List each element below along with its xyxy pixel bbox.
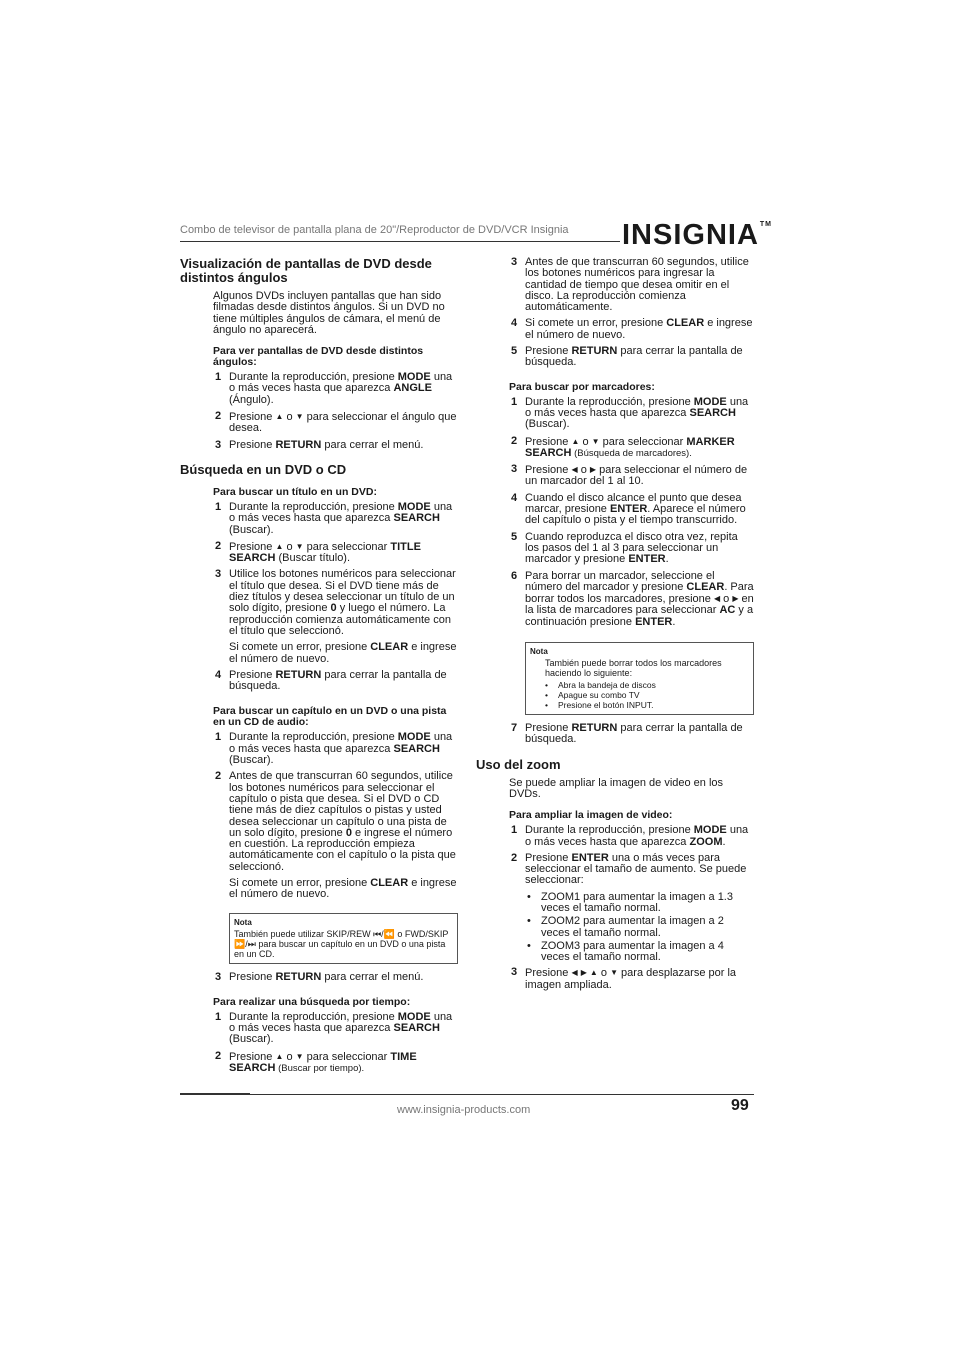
zoom-intro: Se puede ampliar la imagen de video en los DVDs. [509,776,724,800]
left-column [180,257,458,1079]
note-title: Nota [234,917,252,927]
list-item: • Presione el botón INPUT. [545,700,748,710]
search-chapter-subheading: Para buscar un capítulo en un DVD o una pista en un CD de audio: [213,705,447,729]
step: 2 Presione ▲ o ▼ para seleccionar el ángulo que desea. [215,410,457,435]
down-arrow-icon: ▼ [610,968,618,978]
up-arrow-icon: ▲ [275,1051,284,1061]
note-box [229,913,458,964]
angles-subheading: Para ver pantallas de DVD desde distintos ángulos: [213,345,424,369]
step: 3 Presione RETURN para cerrar el menú. [215,438,424,451]
step: 2 Presione ▲ o ▼ para seleccionar TIME SEARCH (Buscar por tiempo). [215,1049,417,1075]
left-arrow-icon: ◀ [713,594,721,604]
up-arrow-icon: ▲ [275,412,284,422]
down-arrow-icon: ▼ [591,436,600,446]
search-title-subheading: Para buscar un título en un DVD: [213,485,377,498]
list-item: • Apague su combo TV [545,690,748,700]
note-list [530,680,748,710]
step: 1 Durante la reproducción, presione MODE una o más veces hasta que aparezca ANGLE (Ángulo). [215,371,453,406]
down-arrow-icon: ▼ [295,1051,304,1061]
right-arrow-icon: ▶ [580,968,587,978]
step: 1 Durante la reproducción, presione MODE una o más veces hasta que aparezca SEARCH (Buscar). [511,395,749,431]
header-rule [180,241,620,242]
step: 1 Durante la reproducción, presione MODE una o más veces hasta que aparezca SEARCH (Buscar). [215,500,453,536]
step: 4 Si comete un error, presione CLEAR e ingrese el número de nuevo. [511,317,753,341]
fwd-skip-icon: ⏩/⏭ [234,938,256,949]
search-time-subheading: Para realizar una búsqueda por tiempo: [213,995,411,1008]
page-number: 99 [731,1097,749,1114]
note-text: También puede utilizar SKIP/REW ⏮/⏪ o FWD/SKIP ⏩/⏭ para buscar un capítulo en un DVD o una pista en un CD. [234,928,449,959]
footer-rule [180,1094,754,1095]
section-title-search: Búsqueda en un DVD o CD [180,461,347,477]
step: 3 Antes de que transcurran 60 segundos, utilice los botones numéricos para ingresar la cantidad de tiempo que desea omitir en el disco. La reproducción comienza automáticamente. [511,256,749,314]
step-note: Si comete un error, presione CLEAR e ingrese el número de nuevo. [229,641,457,665]
step: 3 Utilice los botones numéricos para seleccionar el título que desea. Si el DVD tiene más de diez títulos y desea seleccionar un título de un solo dígito, presione 0 y luego el número. La reproducción comienza automáticamente con el título que seleccionó. [215,568,456,637]
step: 4 Presione RETURN para cerrar la pantalla de búsqueda. [215,668,447,693]
left-arrow-icon: ◀ [571,465,578,475]
list-item: • ZOOM3 para aumentar la imagen a 4 veces el tamaño normal. [541,941,754,964]
list-item: • Abra la bandeja de discos [545,680,748,690]
right-arrow-icon: ▶ [732,594,739,604]
section-title-angles: Visualización de pantallas de DVD desde distintos ángulos [180,256,432,285]
step: 3 Presione ◀ ▶ ▲ o ▼ para desplazarse por la imagen ampliada. [511,966,737,991]
section-title-zoom: Uso del zoom [476,756,561,772]
step: 2 Antes de que transcurran 60 segundos, utilice los botones numéricos para seleccionar el capítulo o pista que desea. Si el DVD o CD tiene más de diez capítulos o pistas y usted desea seleccionar un capítulo o una pista de un solo dígito, presione 0 e ingrese el número en cuestión. La reproducción empieza automáticamente con el capítulo o la pista que seleccionó. [215,770,456,873]
up-arrow-icon: ▲ [275,541,284,551]
step: 6 Para borrar un marcador, seleccione el número del marcador y presione CLEAR. Para borrar todos los marcadores, presione ◀ o ▶ en la lista de marcadores para seleccionar AC y a continuación presione ENTER. [511,569,754,628]
footer-url: www.insignia-products.com [397,1104,531,1116]
up-arrow-icon: ▲ [571,436,580,446]
step: 1 Durante la reproducción, presione MODE una o más veces hasta que aparezca SEARCH (Buscar). [215,731,453,767]
note-title: Nota [530,647,548,657]
step: 1 Durante la reproducción, presione MODE una o más veces hasta que aparezca ZOOM. [511,824,749,848]
step: 5 Cuando reproduzca el disco otra vez, repita los pasos del 1 al 3 para seleccionar un marcador y presione ENTER. [511,530,738,566]
note-text: También puede borrar todos los marcadores haciendo lo siguiente: [545,658,722,679]
step: 2 Presione ENTER una o más veces para seleccionar el tamaño de aumento. Se puede seleccionar: [511,851,747,887]
step: 3 Presione RETURN para cerrar el menú. [215,970,424,983]
right-column [476,257,754,996]
up-arrow-icon: ▲ [589,968,598,978]
right-arrow-icon: ▶ [589,465,597,475]
skip-rew-icon: ⏮/⏪ [373,928,395,939]
list-item: • ZOOM1 para aumentar la imagen a 1.3 veces el tamaño normal. [541,892,754,915]
angles-intro: Algunos DVDs incluyen pantallas que han sido filmadas desde distintos ángulos. Si un DVD no tiene múltiples ángulos de cámara, el menú de ángulo no aparecerá. [213,290,445,336]
insignia-logo: INSIGNIA™ [622,219,773,251]
marker-subheading: Para buscar por marcadores: [509,380,655,393]
list-item: • ZOOM2 para aumentar la imagen a 2 veces el tamaño normal. [541,916,754,939]
down-arrow-icon: ▼ [295,412,304,422]
step: 2 Presione ▲ o ▼ para seleccionar MARKER SEARCH (Búsqueda de marcadores). [511,434,735,459]
step: 2 Presione ▲ o ▼ para seleccionar TITLE SEARCH (Buscar título). [215,539,421,565]
down-arrow-icon: ▼ [295,541,304,551]
step: 3 Presione ◀ o ▶ para seleccionar el número de un marcador del 1 al 10. [511,463,748,488]
note-box [525,642,754,715]
step: 5 Presione RETURN para cerrar la pantalla de búsqueda. [511,345,743,369]
step: 4 Cuando el disco alcance el punto que desea marcar, presione ENTER. Aparece el número del capítulo o pista y el tiempo transcurrido. [511,491,746,527]
step: 7 Presione RETURN para cerrar la pantalla de búsqueda. [511,722,743,746]
step-note: Si comete un error, presione CLEAR e ingrese el número de nuevo. [229,876,457,901]
zoom-subheading: Para ampliar la imagen de video: [509,809,673,822]
left-arrow-icon: ◀ [571,968,578,978]
running-header: Combo de televisor de pantalla plana de 20"/Reproductor de DVD/VCR Insignia [180,224,569,236]
step: 1 Durante la reproducción, presione MODE una o más veces hasta que aparezca SEARCH (Buscar). [215,1010,453,1046]
